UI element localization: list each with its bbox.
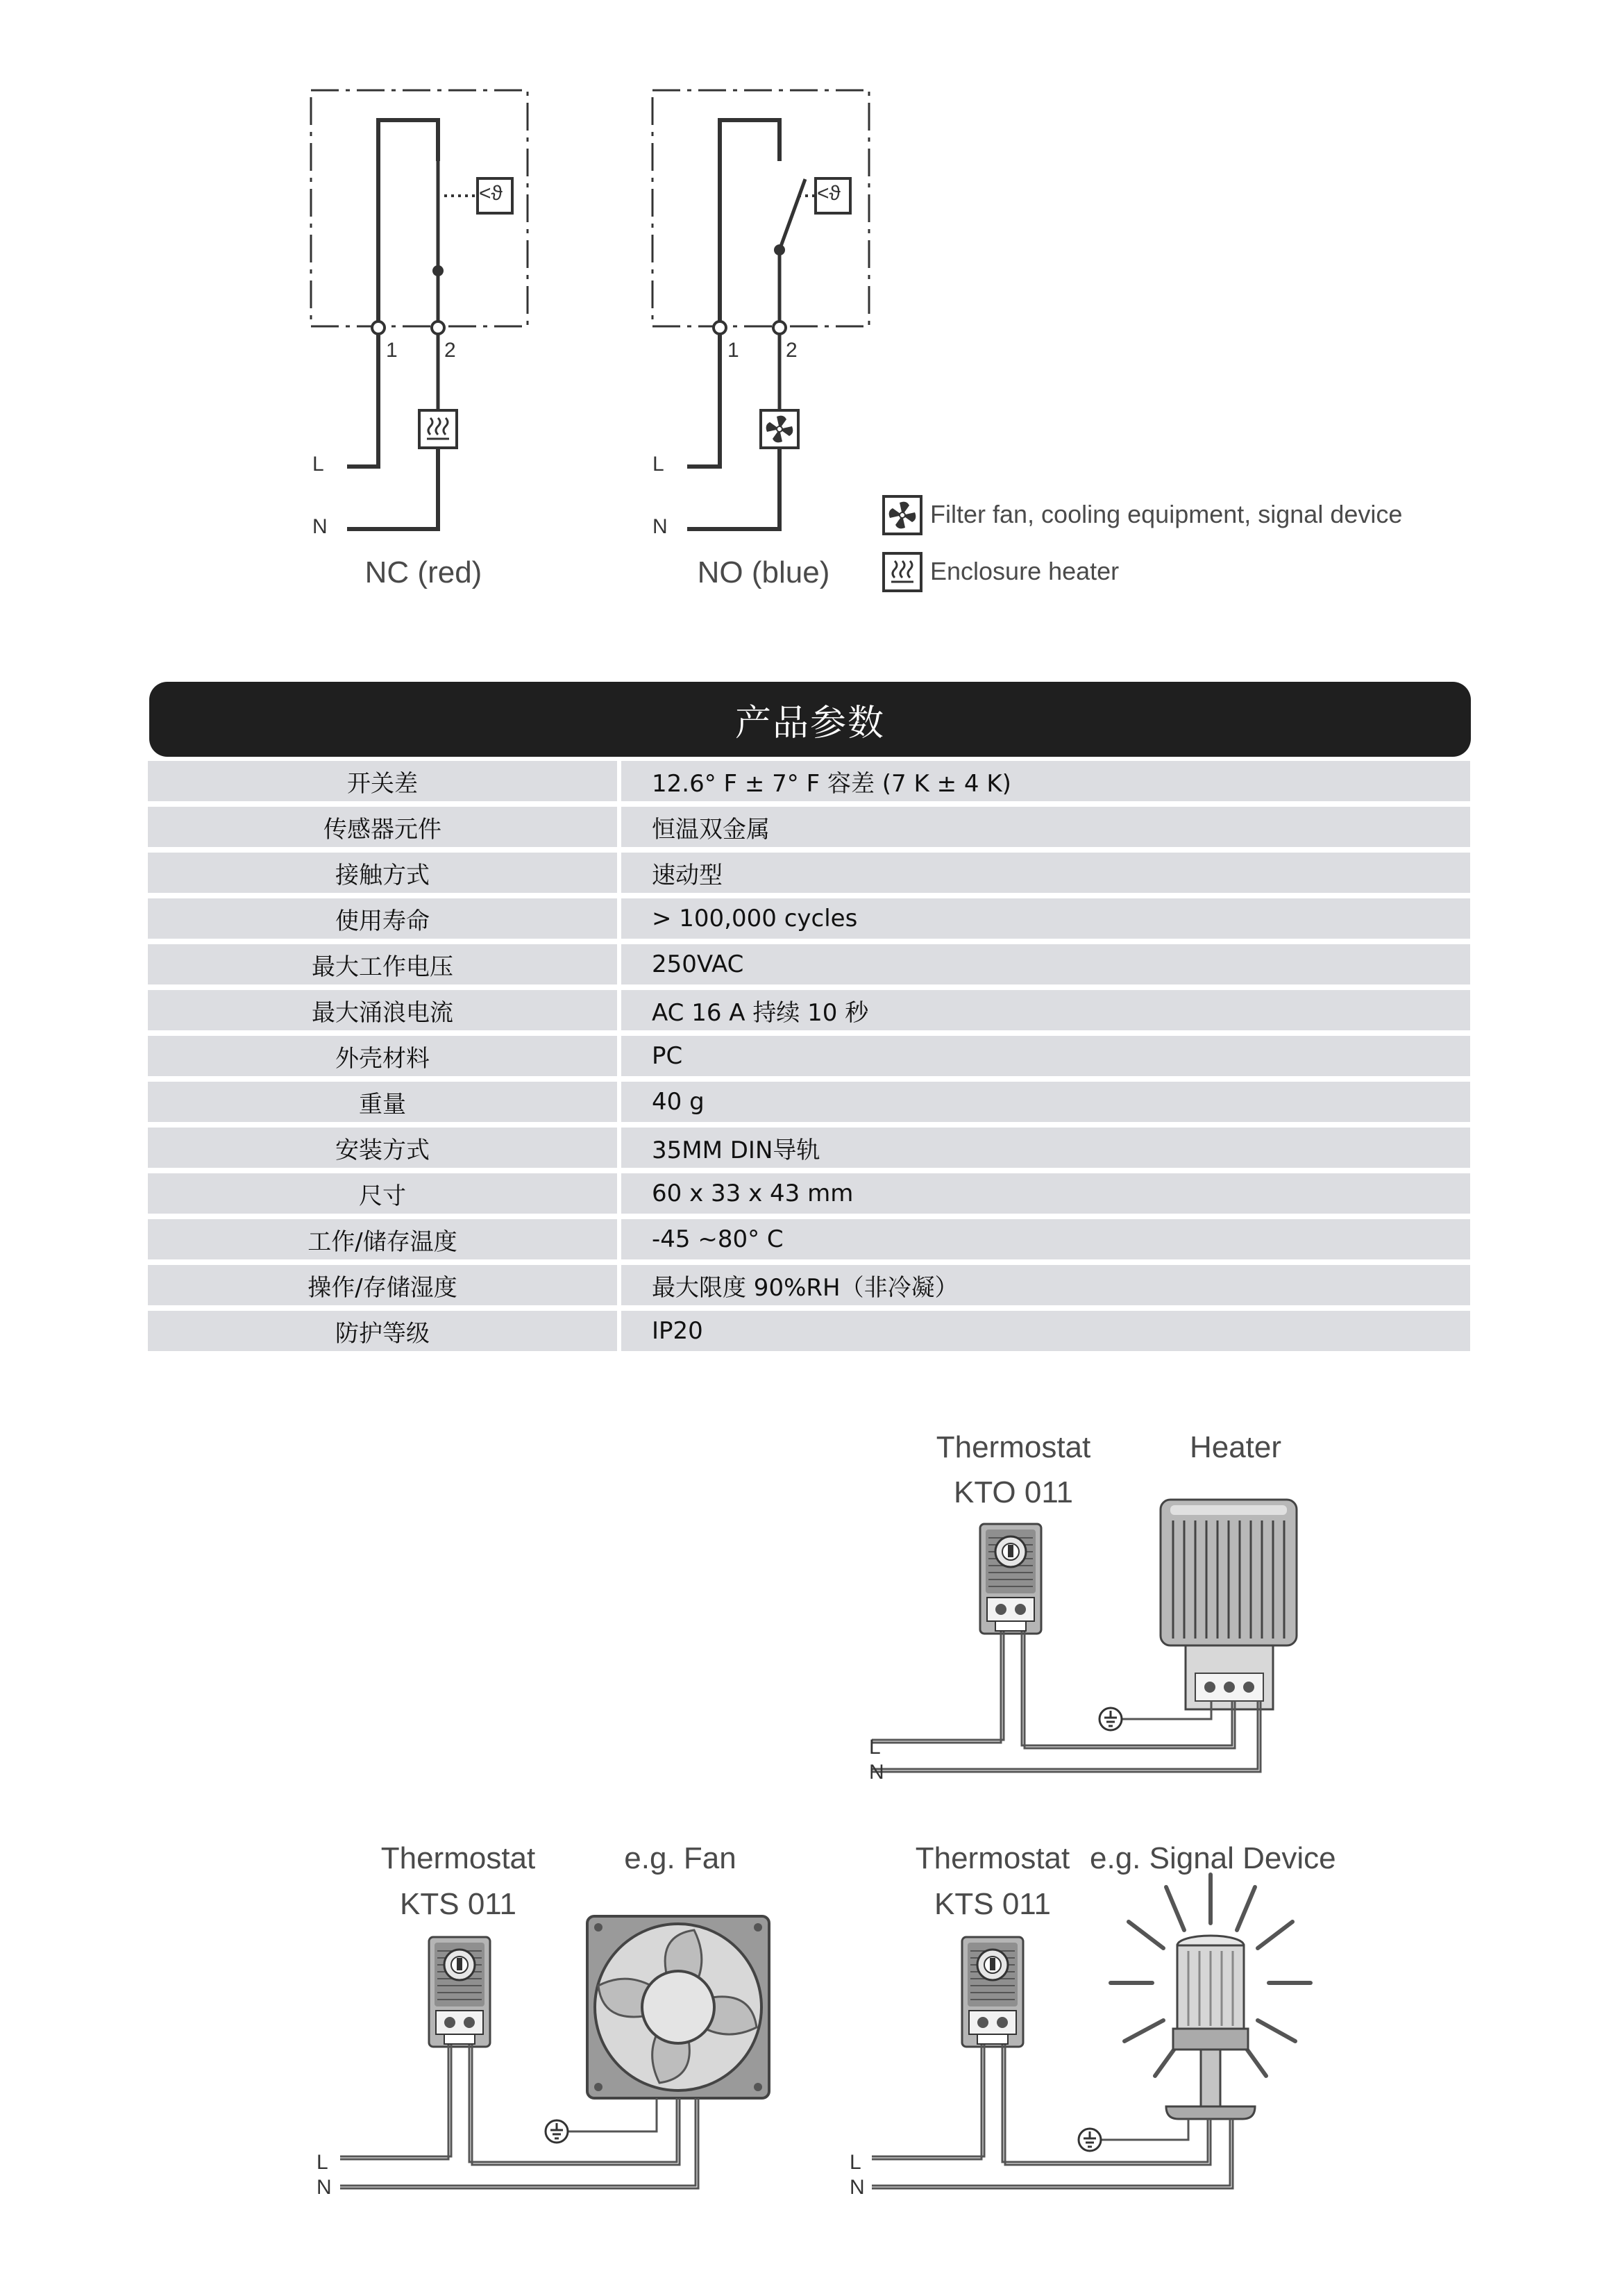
fan-device-label: e.g. Fan	[624, 1841, 736, 1875]
spec-value: 12.6° F ± 7° F 容差 (7 K ± 4 K)	[652, 769, 1011, 798]
fan-line-n: N	[317, 2176, 332, 2199]
spec-key: 最大涌浪电流	[312, 998, 453, 1027]
spec-key: 开关差	[347, 769, 418, 798]
spec-row	[148, 761, 1470, 801]
spec-value: PC	[652, 1042, 683, 1070]
spec-value: 40 g	[652, 1088, 705, 1116]
spec-row	[148, 1036, 1470, 1076]
spec-key: 操作/存储湿度	[307, 1273, 457, 1302]
spec-key: 重量	[359, 1090, 406, 1118]
heater-device-label: Heater	[1189, 1430, 1282, 1464]
spec-row	[148, 1311, 1470, 1351]
spec-row	[148, 1265, 1470, 1305]
fan-thermostat-model: KTS 011	[400, 1887, 516, 1921]
spec-key: 传感器元件	[323, 815, 441, 844]
signal-line-n: N	[850, 2176, 865, 2199]
spec-value: -45 ~80° C	[652, 1225, 784, 1253]
spec-value: 速动型	[652, 861, 723, 889]
heater-line-n: N	[869, 1761, 884, 1784]
spec-table	[148, 761, 1470, 1357]
no-diagram	[652, 90, 869, 529]
spec-row	[148, 944, 1470, 984]
fan-legend-icon	[884, 496, 921, 534]
signal-device-label: e.g. Signal Device	[1090, 1841, 1336, 1875]
no-line-n: N	[652, 515, 668, 538]
spec-value: 恒温双金属	[652, 815, 770, 844]
spec-row	[148, 1082, 1470, 1122]
wiring-diagrams	[0, 0, 1618, 625]
spec-key: 尺寸	[359, 1182, 406, 1210]
signal-thermostat-model: KTS 011	[934, 1887, 1051, 1921]
heater-thermostat-model: KTO 011	[953, 1475, 1074, 1509]
legend-fan-text: Filter fan, cooling equipment, signal device	[930, 500, 1403, 528]
spec-key: 防护等级	[335, 1319, 430, 1348]
spec-value: 250VAC	[652, 950, 744, 978]
spec-key: 安装方式	[335, 1136, 430, 1164]
spec-key: 使用寿命	[335, 907, 430, 935]
nc-caption: NC (red)	[364, 555, 482, 589]
spec-value: 35MM DIN导轨	[652, 1136, 820, 1164]
heater-line-l: L	[869, 1736, 881, 1759]
spec-row	[148, 853, 1470, 893]
signal-thermostat-label: Thermostat	[915, 1841, 1070, 1875]
nc-line-n: N	[312, 515, 328, 538]
fan-example	[340, 1916, 769, 2188]
spec-row	[148, 807, 1470, 847]
spec-value: IP20	[652, 1317, 703, 1345]
fan-line-l: L	[317, 2151, 328, 2174]
spec-value: 最大限度 90%RH（非冷凝）	[652, 1273, 959, 1302]
spec-value: 60 x 33 x 43 mm	[652, 1180, 854, 1207]
heater-thermostat-label: Thermostat	[936, 1430, 1091, 1464]
nc-sensor-symbol: <ϑ	[479, 182, 503, 205]
fan-thermostat-label: Thermostat	[380, 1841, 536, 1875]
signal-line-l: L	[850, 2151, 861, 2174]
spec-title: 产品参数	[149, 682, 1471, 757]
spec-row	[148, 1173, 1470, 1214]
legend-heater-text: Enclosure heater	[930, 557, 1120, 585]
spec-key: 外壳材料	[335, 1044, 430, 1073]
spec-row	[148, 990, 1470, 1030]
no-caption: NO (blue)	[697, 555, 830, 589]
nc-diagram	[311, 90, 528, 529]
spec-value: > 100,000 cycles	[652, 905, 858, 932]
nc-line-l: L	[312, 453, 324, 476]
spec-key: 最大工作电压	[312, 953, 453, 981]
spec-key: 接触方式	[335, 861, 430, 889]
no-line-l: L	[652, 453, 664, 476]
heater-example	[872, 1500, 1297, 1772]
spec-key: 工作/储存温度	[307, 1227, 457, 1256]
nc-terminal-2: 2	[444, 339, 456, 362]
no-sensor-symbol: <ϑ	[817, 182, 841, 205]
spec-value: AC 16 A 持续 10 秒	[652, 998, 869, 1027]
spec-row	[148, 898, 1470, 939]
no-terminal-2: 2	[786, 339, 798, 362]
no-terminal-1: 1	[727, 339, 739, 362]
spec-row	[148, 1128, 1470, 1168]
heater-legend-icon	[884, 553, 921, 591]
spec-row	[148, 1219, 1470, 1259]
nc-terminal-1: 1	[386, 339, 398, 362]
